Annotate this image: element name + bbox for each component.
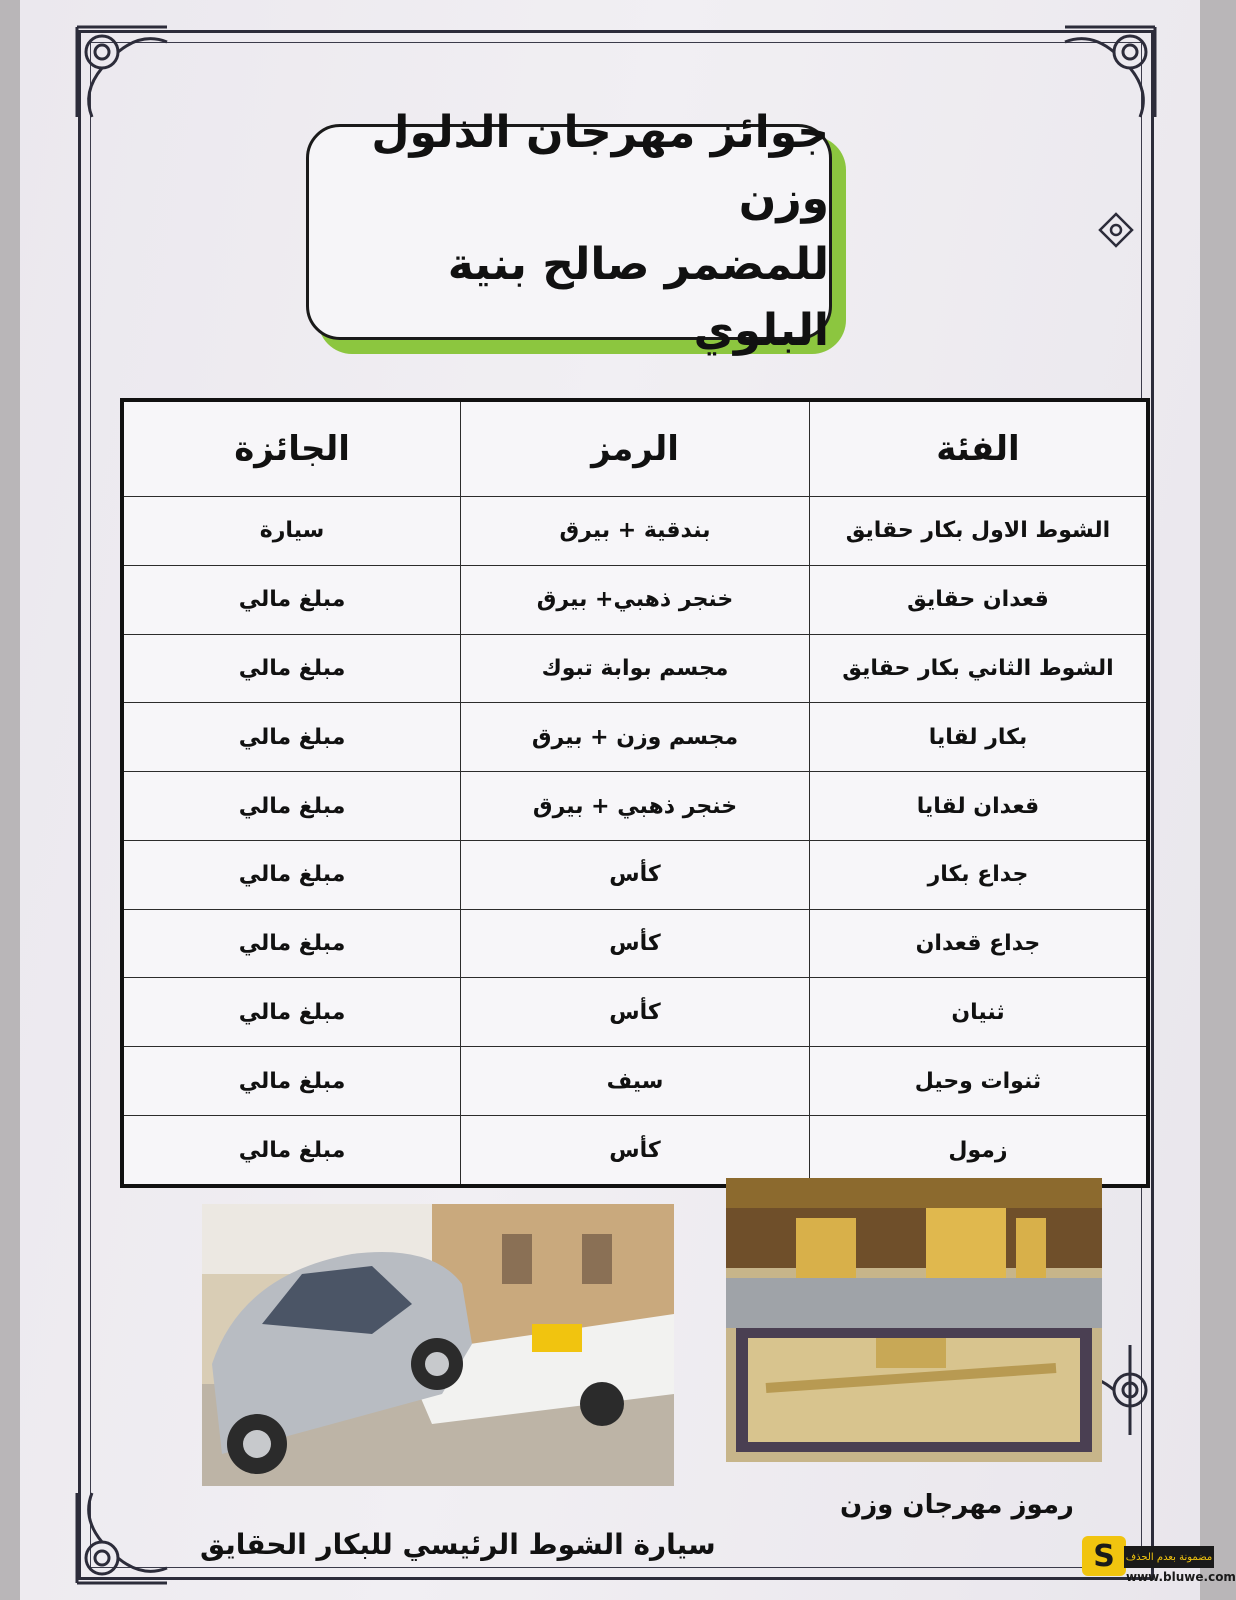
- table-row: [122, 703, 1148, 772]
- table-header-row: [122, 400, 1148, 497]
- cell-category: جداع قعدان: [809, 909, 1148, 978]
- cell-prize: مبلغ مالي: [122, 978, 461, 1047]
- trophies-photo: [726, 1178, 1102, 1462]
- cell-symbol: مجسم وزن + بيرق: [461, 703, 810, 772]
- cell-symbol: كأس: [461, 909, 810, 978]
- table-row: [122, 978, 1148, 1047]
- header-prize: الجائزة: [122, 400, 461, 497]
- title-line-2: للمضمر صالح بنية البلوي: [447, 239, 829, 356]
- ornament-bottom-left-icon: [72, 1488, 172, 1588]
- cell-category: قعدان لقايا: [809, 772, 1148, 841]
- ornament-top-right-icon: [1060, 22, 1160, 122]
- cell-category: الشوط الثاني بكار حقايق: [809, 634, 1148, 703]
- cell-symbol: بندقية + بيرق: [461, 497, 810, 566]
- cell-prize: مبلغ مالي: [122, 565, 461, 634]
- logo-tagline: مضمونة بعدم الحذف: [1124, 1546, 1214, 1568]
- cell-category: ثنيان: [809, 978, 1148, 1047]
- cell-prize: مبلغ مالي: [122, 840, 461, 909]
- cell-category: زمول: [809, 1116, 1148, 1186]
- cell-symbol: خنجر ذهبي + بيرق: [461, 772, 810, 841]
- table-row: [122, 634, 1148, 703]
- ornament-side-right-icon: [1096, 210, 1136, 250]
- title-box: [306, 107, 846, 356]
- logo-url: www.bluwe.com: [1126, 1570, 1236, 1584]
- cell-prize: سيارة: [122, 497, 461, 566]
- table-row: [122, 1116, 1148, 1186]
- symbols-caption: رموز مهرجان وزن: [840, 1490, 1074, 1520]
- car-caption: سيارة الشوط الرئيسي للبكار الحقايق: [200, 1528, 716, 1561]
- cell-prize: مبلغ مالي: [122, 634, 461, 703]
- table-row: [122, 565, 1148, 634]
- page: [20, 0, 1236, 1600]
- cell-symbol: سيف: [461, 1047, 810, 1116]
- table-row: [122, 840, 1148, 909]
- title-line-1: جوائز مهرجان الذلول وزن: [371, 107, 829, 224]
- cell-symbol: كأس: [461, 840, 810, 909]
- table-row: [122, 497, 1148, 566]
- watermark-logo[interactable]: [1082, 1536, 1236, 1592]
- cell-category: جداع بكار: [809, 840, 1148, 909]
- car-photo: [202, 1204, 674, 1486]
- ornament-top-left-icon: [72, 22, 172, 122]
- header-category: الفئة: [809, 400, 1148, 497]
- logo-badge: S: [1082, 1536, 1126, 1576]
- cell-prize: مبلغ مالي: [122, 703, 461, 772]
- cell-symbol: كأس: [461, 978, 810, 1047]
- cell-prize: مبلغ مالي: [122, 772, 461, 841]
- cell-category: ثنوات وحيل: [809, 1047, 1148, 1116]
- cell-prize: مبلغ مالي: [122, 909, 461, 978]
- cell-symbol: خنجر ذهبي+ بيرق: [461, 565, 810, 634]
- cell-category: الشوط الاول بكار حقايق: [809, 497, 1148, 566]
- table-row: [122, 909, 1148, 978]
- table-row: [122, 1047, 1148, 1116]
- prizes-table: [120, 398, 1150, 1188]
- cell-prize: مبلغ مالي: [122, 1047, 461, 1116]
- cell-category: قعدان حقايق: [809, 565, 1148, 634]
- title-box-frame: [306, 107, 832, 356]
- cell-prize: مبلغ مالي: [122, 1116, 461, 1186]
- cell-category: بكار لقايا: [809, 703, 1148, 772]
- cell-symbol: مجسم بوابة تبوك: [461, 634, 810, 703]
- header-symbol: الرمز: [461, 400, 810, 497]
- table-row: [122, 772, 1148, 841]
- cell-symbol: كأس: [461, 1116, 810, 1186]
